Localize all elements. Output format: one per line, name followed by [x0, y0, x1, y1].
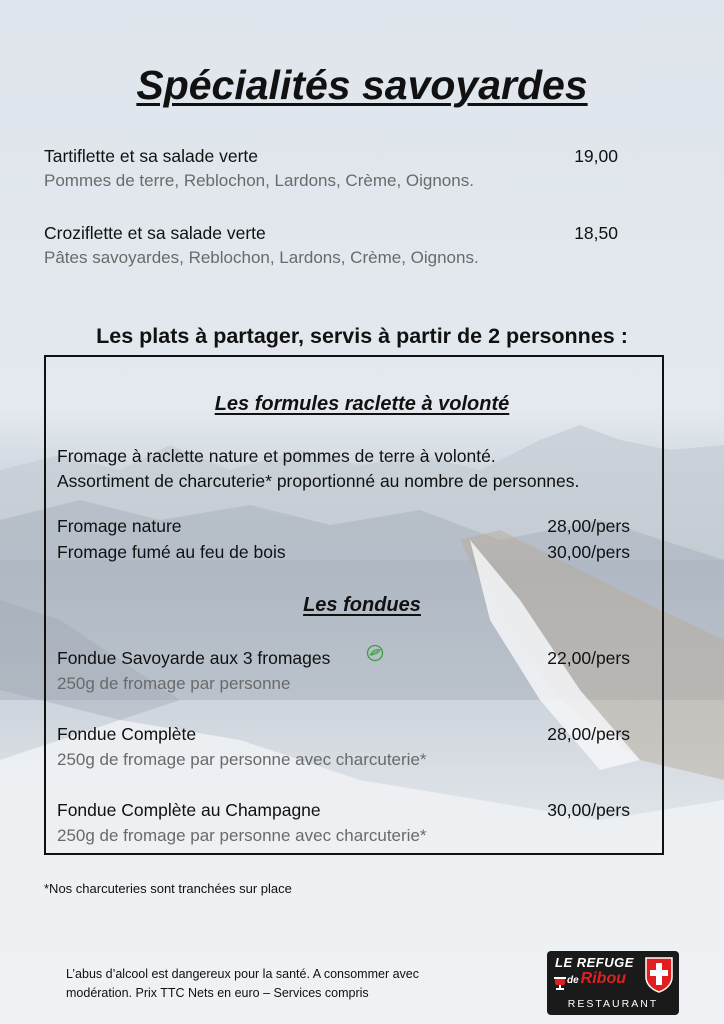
- fondue-name: Fondue Complète: [57, 724, 197, 744]
- fondue-pot-icon: [553, 973, 567, 991]
- fondues-heading: Les fondues: [303, 594, 421, 616]
- fondue-price: 28,00/pers: [547, 724, 630, 744]
- raclette-heading: Les formules raclette à volonté: [214, 393, 510, 415]
- dish-name: Tartiflette et sa salade verte: [44, 146, 258, 166]
- raclette-item-price: 30,00/pers: [547, 542, 630, 562]
- logo-text: Ribou: [580, 970, 626, 987]
- legal-line: L’abus d’alcool est dangereux pour la santé. A consommer avec: [66, 967, 419, 981]
- charcuterie-footnote: *Nos charcuteries sont tranchées sur place: [44, 881, 292, 896]
- logo-text: [567, 970, 626, 988]
- raclette-intro-line: Fromage à raclette nature et pommes de terre à volonté.: [57, 446, 496, 466]
- fondue-description: 250g de fromage par personne avec charcuterie*: [57, 750, 427, 769]
- vegetarian-icon: [366, 644, 384, 662]
- raclette-intro-line: Assortiment de charcuterie* proportionné au nombre de personnes.: [57, 471, 580, 491]
- page-title: Spécialités savoyardes: [136, 62, 588, 108]
- logo-subtitle: RESTAURANT: [567, 998, 659, 1010]
- fondue-price: 22,00/pers: [547, 648, 630, 668]
- logo-text: de: [567, 975, 579, 986]
- fondue-description: 250g de fromage par personne: [57, 674, 291, 693]
- savoie-shield-icon: [645, 957, 673, 993]
- dish-price: 18,50: [574, 223, 618, 243]
- sharing-heading: Les plats à partager, servis à partir de 2 personnes :: [96, 324, 628, 348]
- dish-description: Pommes de terre, Reblochon, Lardons, Crème, Oignons.: [44, 171, 474, 190]
- restaurant-logo: [547, 951, 679, 1015]
- fondue-name: Fondue Savoyarde aux 3 fromages: [57, 648, 331, 668]
- fondue-price: 30,00/pers: [547, 800, 630, 820]
- fondue-description: 250g de fromage par personne avec charcuterie*: [57, 826, 427, 845]
- raclette-item-name: Fromage fumé au feu de bois: [57, 542, 286, 562]
- dish-price: 19,00: [574, 146, 618, 166]
- raclette-item-price: 28,00/pers: [547, 516, 630, 536]
- raclette-item-name: Fromage nature: [57, 516, 182, 536]
- logo-text: LE REFUGE: [555, 955, 634, 970]
- dish-description: Pâtes savoyardes, Reblochon, Lardons, Crème, Oignons.: [44, 248, 479, 267]
- legal-notice: [66, 965, 486, 1003]
- fondue-name: Fondue Complète au Champagne: [57, 800, 321, 820]
- dish-name: Croziflette et sa salade verte: [44, 223, 266, 243]
- legal-line: modération. Prix TTC Nets en euro – Services compris: [66, 986, 369, 1000]
